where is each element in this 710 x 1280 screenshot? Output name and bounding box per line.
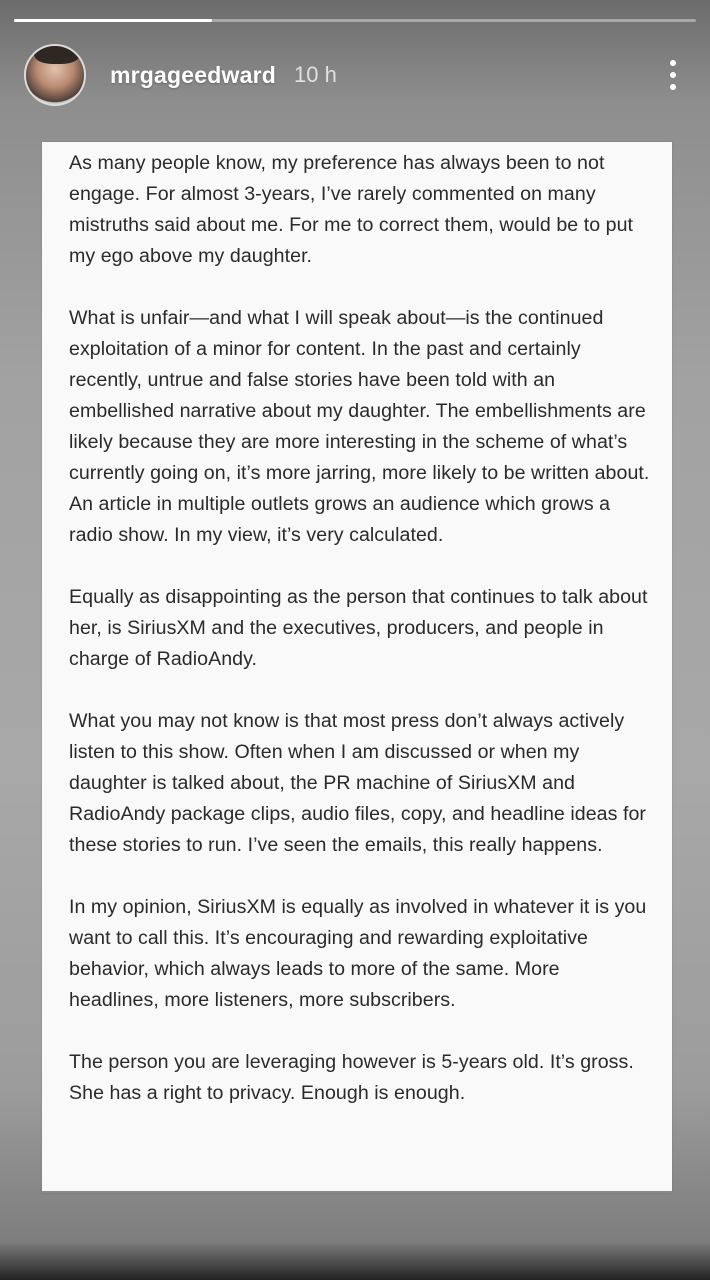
story-progress-bar (14, 19, 696, 22)
statement-paragraph: As many people know, my preference has always been to not engage. For almost 3-years, I’ve rarely commented on many mistruths said about me. For me to correct them, would be to put my ego above my daughter. (69, 152, 634, 267)
username[interactable]: mrgageedward (110, 61, 277, 88)
statement-card (42, 142, 672, 1193)
more-dot (670, 60, 676, 66)
story-progress-fill (14, 19, 212, 22)
story-header (24, 44, 686, 106)
more-dot (670, 72, 676, 78)
statement-paragraph: Equally as disappointing as the person that continues to talk about her, is SiriusXM and the executives, producers, and people in charge of RadioAndy. (69, 586, 648, 670)
card-bottom-edge (42, 1191, 672, 1193)
more-dot (670, 84, 676, 90)
avatar-hair (34, 44, 80, 64)
statement-paragraph: The person you are leveraging however is 5-years old. It’s gross. She has a right to privacy. Enough is enough. (69, 1051, 634, 1104)
statement-paragraph: In my opinion, SiriusXM is equally as involved in whatever it is you want to call this. It’s encouraging and rewarding exploitative behavior, which always leads to more of the same. More headlines, more listeners, more subscribers. (69, 896, 647, 1011)
statement-paragraph: What is unfair—and what I will speak about—is the continued exploitation of a minor for content. In the past and certainly recently, untrue and false stories have been told with an embellished narrative about my daughter. The embellishments are likely because they are more interesting in the scheme of what’s currently going on, it’s more jarring, more likely to be written about. An article in multiple outlets grows an audience which grows a radio show. In my view, it’s very calculated. (69, 307, 650, 546)
statement-paragraph: What you may not know is that most press don’t always actively listen to this show. Often when I am discussed or when my daughter is talked about, the PR machine of SiriusXM and RadioAndy package clips, audio files, copy, and headline ideas for these stories to run. I’ve seen the emails, this really happens. (69, 710, 646, 856)
more-options-icon[interactable] (660, 55, 686, 95)
avatar[interactable] (24, 44, 86, 106)
story-timestamp: 10 h (294, 62, 337, 87)
